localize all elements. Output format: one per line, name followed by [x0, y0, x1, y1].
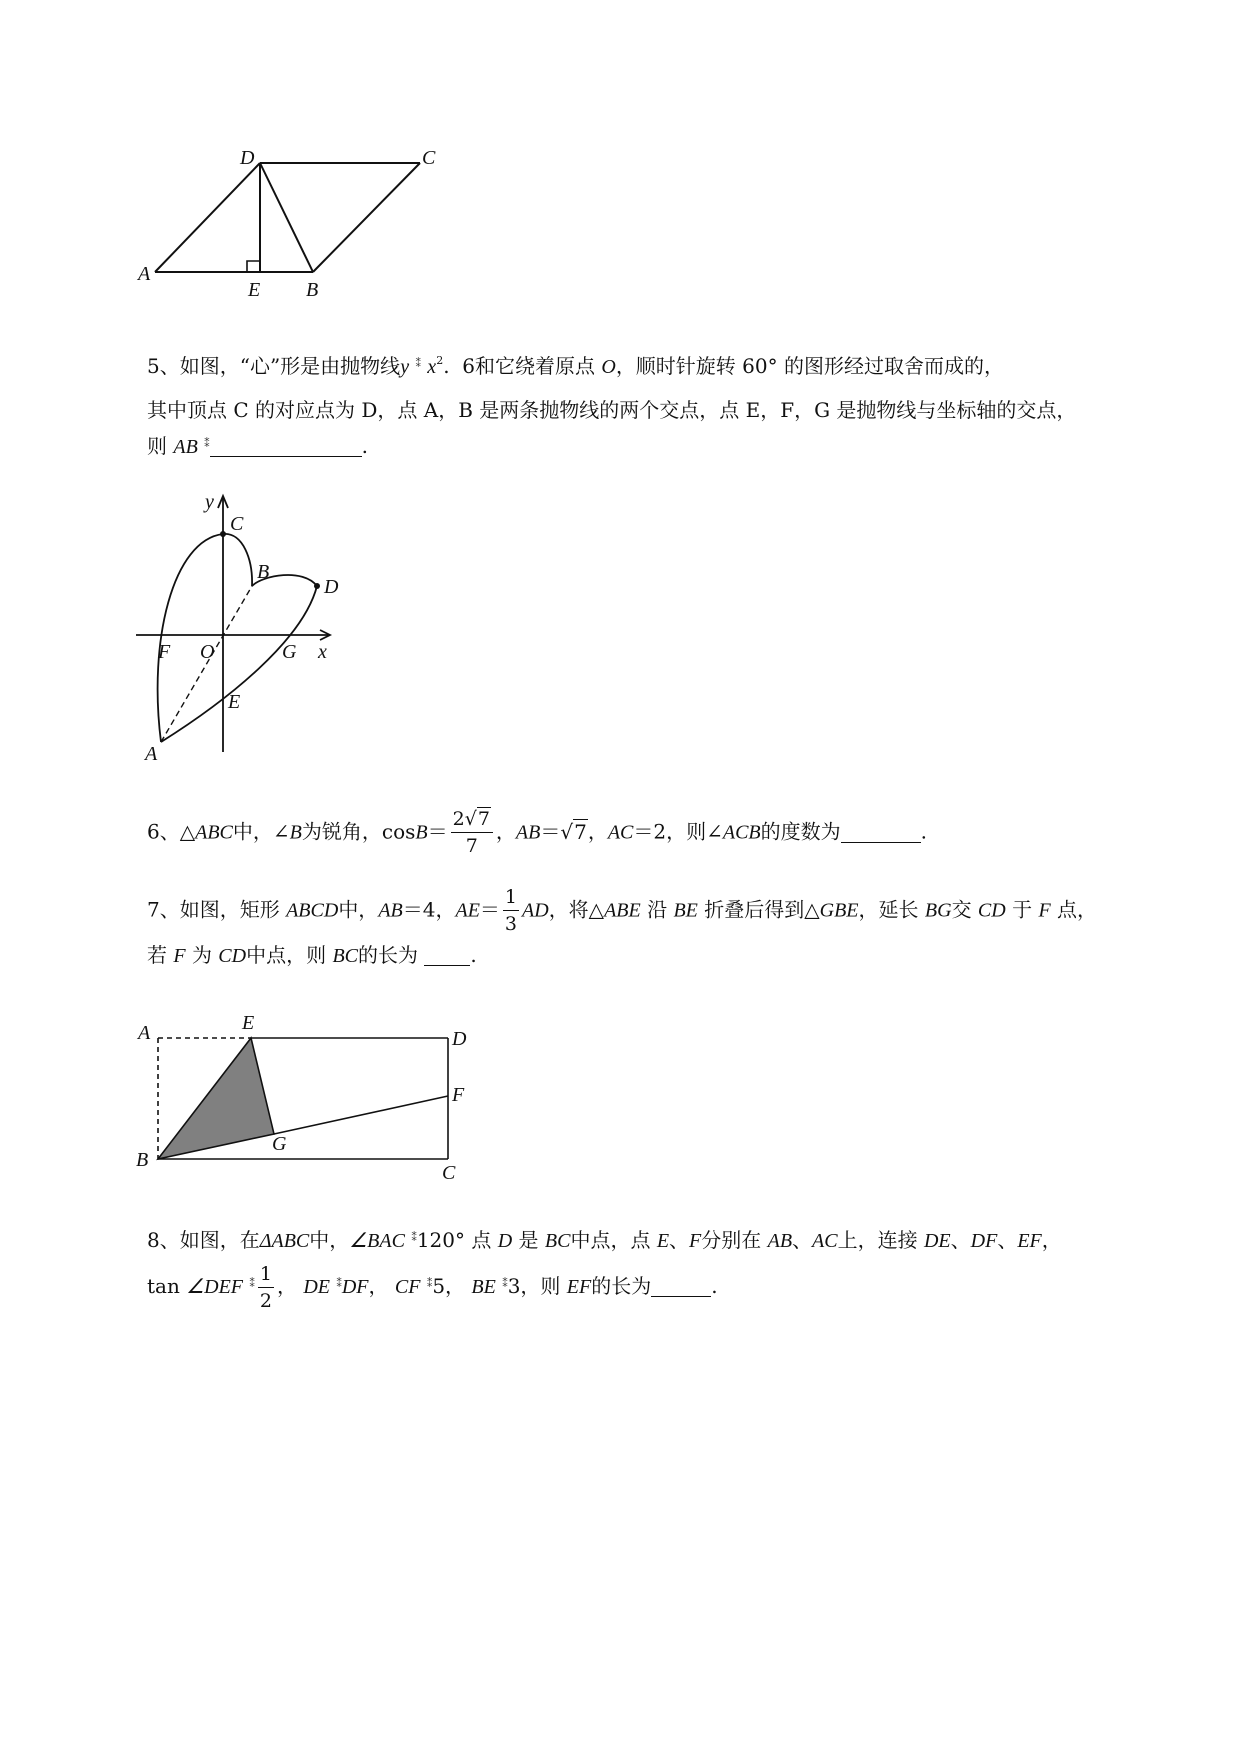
answer-blank-q7[interactable] [424, 945, 470, 966]
axis-label-x: x [318, 641, 327, 663]
q8-line2: tan ∠DEF ⁑ $\frac{1}{2}$ ， DE ⁑DF， CF ⁑5， BE ⁑3，则 EF的长为 . [147, 1262, 718, 1312]
label-E: E [228, 691, 241, 713]
q7-line2: 若 F 为 CD中点，则 BC的长为 . [147, 943, 477, 967]
label-D: D [324, 576, 339, 598]
label-B: B [257, 561, 270, 583]
fraction-cosB: $\frac{2√7}{7}$ [451, 810, 493, 856]
label-G: G [272, 1133, 287, 1155]
fraction-one-half: $\frac{1}{2}$ [259, 1262, 272, 1312]
label-D: D [240, 147, 255, 169]
q5-line2: 其中顶点 C 的对应点为 D，点 A，B 是两条抛物线的两个交点，点 E，F，G 是抛物线与坐标轴的交点， [147, 398, 1077, 422]
answer-blank-q5[interactable] [210, 436, 362, 457]
q8-line1: 8、如图，在ΔABC中，∠BAC ⁑120° 点 D 是 BC中点，点 E、F分别在 AB、AC上，连接 DE、DF、EF， [147, 1228, 1062, 1252]
label-B: B [136, 1149, 149, 1171]
q5-line3: 则 AB ⁑ . [147, 434, 369, 458]
label-C: C [422, 147, 436, 169]
label-G: G [282, 641, 297, 663]
figure-parallelogram [130, 140, 460, 310]
label-F: F [158, 641, 171, 663]
answer-blank-q6[interactable] [841, 822, 921, 843]
label-A: A [145, 743, 158, 765]
label-E: E [248, 279, 261, 301]
label-O: O [200, 641, 215, 663]
q7-line1: 7、如图，矩形 ABCD中，AB＝4，AE＝ $\frac{1}{3}$ AD，将△ABE 沿 BE 折叠后得到△GBE，延长 BG交 CD 于 F 点， [147, 886, 1098, 935]
axis-label-y: y [205, 491, 214, 513]
label-A: A [138, 1022, 151, 1044]
q5-line1: 5、如图，“心”形是由抛物线y ⁑ $x^2$. 6和它绕着原点 O，顺时针旋转 60° 的图形经过取舍而成的， [147, 354, 1004, 378]
label-D: D [452, 1028, 467, 1050]
answer-blank-q8[interactable] [651, 1276, 711, 1297]
label-A: A [138, 263, 151, 285]
figure-rectangle-fold [128, 1005, 488, 1185]
figure-heart-parabola [128, 490, 358, 770]
label-B: B [306, 279, 319, 301]
label-C: C [230, 513, 244, 535]
q6-line: 6、△ABC中，∠B为锐角，cosB＝ $\frac{2√7}{7}$ ，AB＝√7，AC＝2，则∠ACB的度数为 . [147, 808, 928, 857]
fraction-one-third: $\frac{1}{3}$ [504, 886, 518, 935]
label-C: C [442, 1162, 456, 1184]
label-F: F [452, 1084, 465, 1106]
label-E: E [242, 1012, 255, 1034]
